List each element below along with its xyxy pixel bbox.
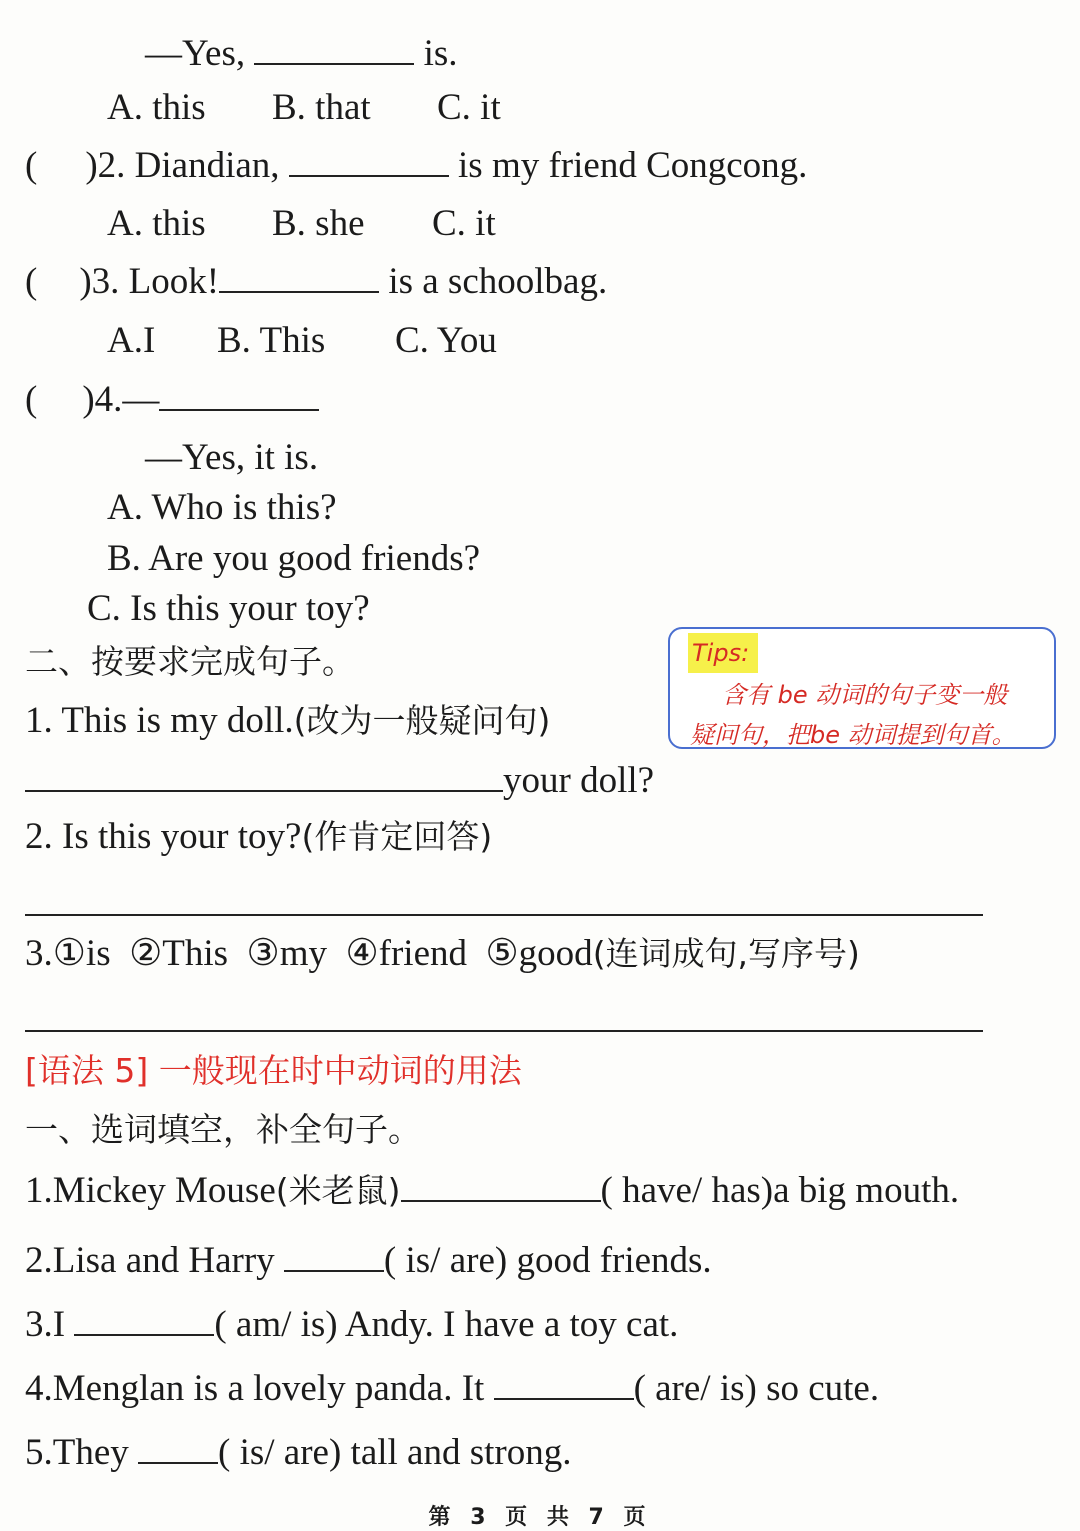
section2-item2-cn: (作肯定回答) [301, 817, 493, 856]
grammar-item-5-blank[interactable] [138, 1432, 218, 1464]
q4-option-c: C. Is this your toy? [87, 588, 370, 629]
q4-line [25, 379, 319, 418]
q2-option-c: C. it [432, 203, 496, 244]
grammar-item-1-cn: (米老鼠) [275, 1171, 401, 1210]
q4-answer: —Yes, it is. [145, 437, 319, 478]
q1-blank[interactable] [254, 33, 414, 65]
section2-item3-en: 3.①is ②This ③my ④friend ⑤good [25, 933, 593, 974]
q2-options [107, 205, 496, 242]
section2-item3-answer-line[interactable] [25, 1030, 983, 1032]
q4-bracket: ( [25, 379, 38, 420]
grammar-item-5-prefix: 5.They [25, 1432, 129, 1473]
grammar-item-5 [25, 1432, 571, 1471]
grammar-item-3-choice: ( am/ is) Andy. I have a toy cat. [214, 1304, 679, 1345]
section2-item1-en: 1. This is my doll. [25, 700, 294, 741]
q3-line [25, 261, 607, 300]
q3-option-b: B. This [217, 320, 326, 361]
q4-blank[interactable] [159, 379, 319, 411]
section2-item2-en: 2. Is this your toy? [25, 816, 302, 857]
section2-item1-blank[interactable] [25, 760, 503, 792]
grammar-heading: 一、选词填空，补全句子。 [25, 1110, 421, 1149]
grammar-item-1 [25, 1170, 959, 1209]
grammar-item-3-prefix: 3.I [25, 1304, 66, 1345]
grammar-item-3 [25, 1304, 678, 1343]
tips-box [668, 627, 1056, 749]
grammar-item-4-prefix: 4.Menglan is a lovely panda. It [25, 1368, 485, 1409]
q2-blank[interactable] [289, 145, 449, 177]
section2-item1-suffix: your doll? [503, 760, 655, 801]
q2-line [25, 145, 807, 184]
grammar-title: [语法 5] 一般现在时中动词的用法 [25, 1051, 522, 1090]
section2-item3-cn: (连词成句,写序号) [592, 934, 860, 973]
q1-options [107, 89, 501, 126]
grammar-item-4-choice: ( are/ is) so cute. [633, 1368, 880, 1409]
q1-option-c: C. it [437, 87, 501, 128]
section2-item3 [25, 935, 860, 972]
grammar-item-2-blank[interactable] [284, 1240, 384, 1272]
q2-suffix: is my friend Congcong. [458, 145, 808, 186]
section2-item2 [25, 818, 492, 855]
grammar-item-3-blank[interactable] [74, 1304, 214, 1336]
section2-item1-cn: (改为一般疑问句) [293, 701, 551, 740]
q4-number: )4.— [82, 379, 160, 420]
section2-item2-answer-line[interactable] [25, 914, 983, 916]
grammar-item-2-prefix: 2.Lisa and Harry [25, 1240, 275, 1281]
section2-item1-answer [25, 760, 654, 799]
grammar-item-4 [25, 1368, 879, 1407]
page-footer: 第 3 页 共 7 页 [428, 1505, 652, 1530]
q2-option-a: A. this [107, 203, 206, 244]
q1-option-a: A. this [107, 87, 206, 128]
q1-option-b: B. that [272, 87, 371, 128]
q2-option-b: B. she [272, 203, 365, 244]
q2-number: )2. Diandian, [85, 145, 280, 186]
grammar-item-1-prefix: 1.Mickey Mouse [25, 1170, 276, 1211]
tips-label: Tips: [688, 633, 758, 673]
tips-line-1: 含有 be 动词的句子变一般 [722, 681, 1008, 709]
q3-options [107, 322, 497, 359]
q3-suffix: is a schoolbag. [388, 261, 608, 302]
section2-heading: 二、按要求完成句子。 [25, 642, 355, 681]
q3-number: )3. Look! [79, 261, 220, 302]
grammar-item-1-blank[interactable] [401, 1170, 601, 1202]
q1-answer-suffix: is. [423, 33, 458, 74]
q1-answer-line [145, 33, 458, 72]
q3-bracket: ( [25, 261, 38, 302]
tips-line-2: 疑问句，把be 动词提到句首。 [690, 721, 1016, 749]
section2-item1 [25, 702, 550, 739]
q4-option-b: B. Are you good friends? [107, 538, 481, 579]
q3-option-c: C. You [395, 320, 497, 361]
grammar-item-1-choice: ( have/ has)a big mouth. [600, 1170, 960, 1211]
q4-option-a: A. Who is this? [107, 487, 337, 528]
grammar-item-2-choice: ( is/ are) good friends. [383, 1240, 712, 1281]
q2-bracket: ( [25, 145, 38, 186]
q3-option-a: A.I [107, 320, 156, 361]
q1-answer-prefix: —Yes, [145, 33, 246, 74]
grammar-item-2 [25, 1240, 712, 1279]
q3-blank[interactable] [219, 261, 379, 293]
grammar-item-4-blank[interactable] [494, 1368, 634, 1400]
grammar-item-5-choice: ( is/ are) tall and strong. [218, 1432, 572, 1473]
